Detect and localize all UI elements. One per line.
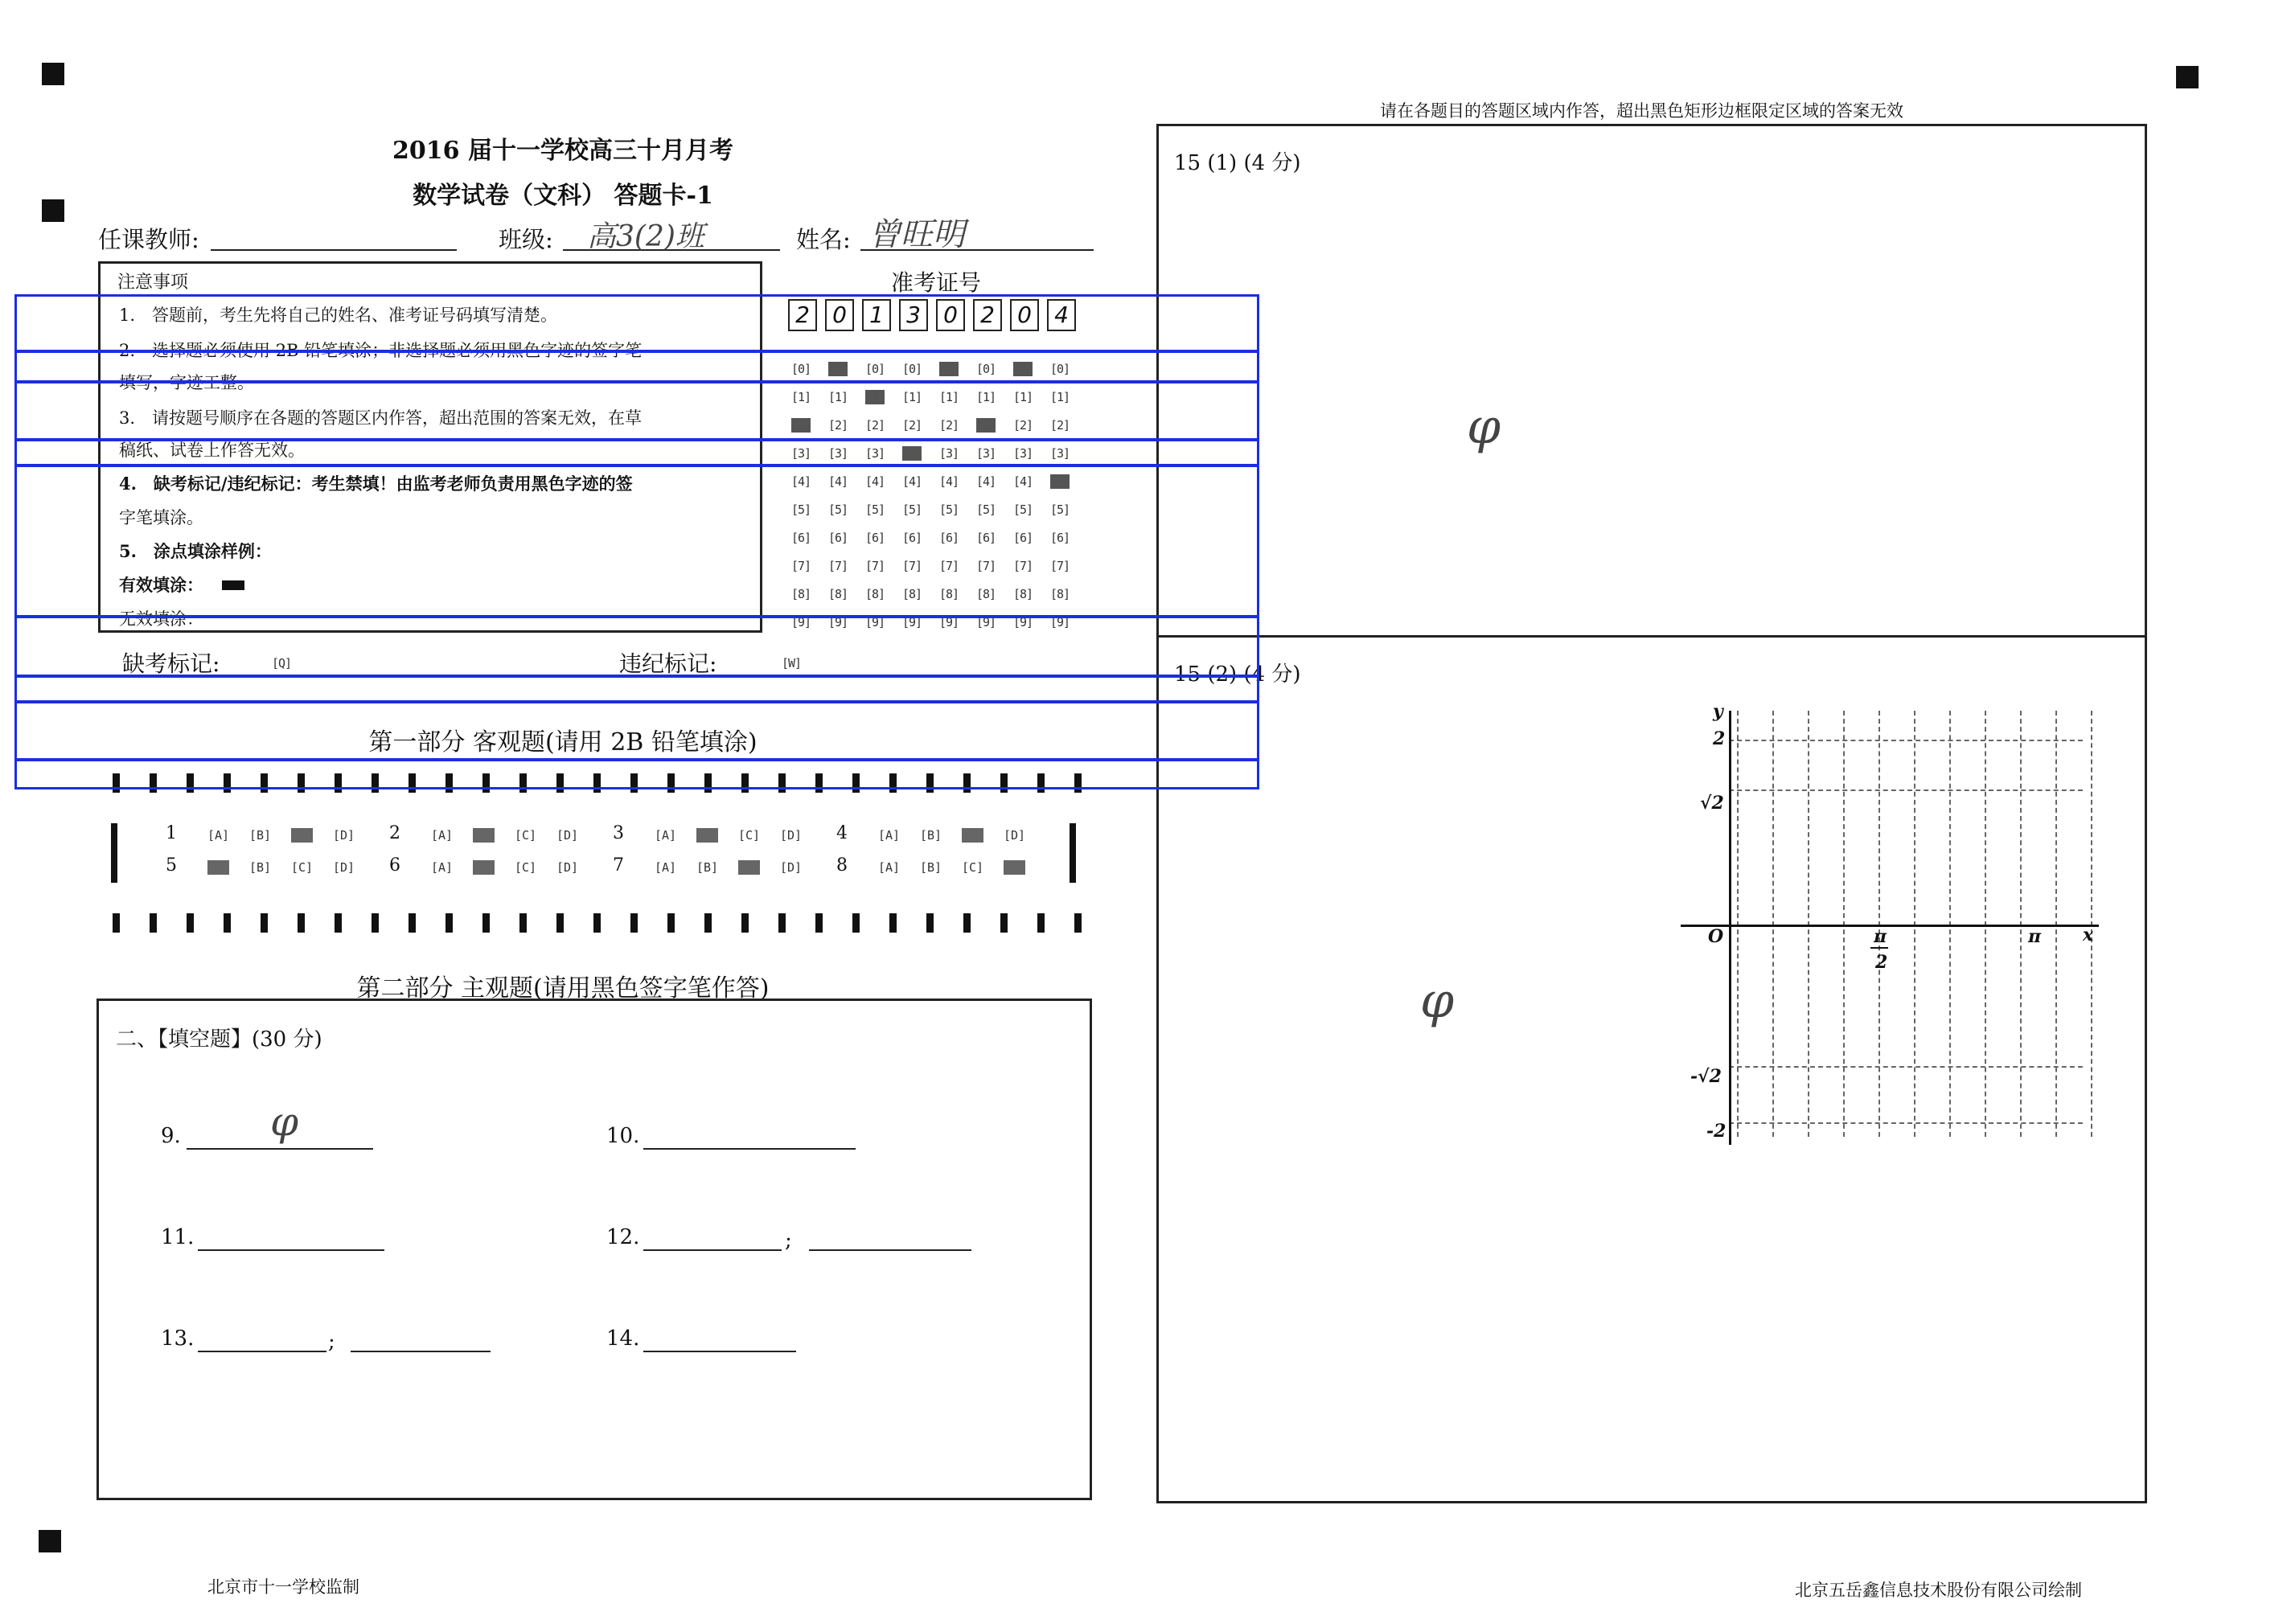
- y-tick-label: √2: [1700, 793, 1724, 814]
- exam-id-bubble[interactable]: [5]: [791, 502, 811, 517]
- mc-option-bubble[interactable]: [C]: [738, 860, 761, 875]
- exam-id-bubble[interactable]: [1]: [865, 390, 885, 404]
- registration-mark: [39, 1530, 61, 1552]
- overlay-box: [14, 465, 1259, 617]
- exam-id-digit: 0: [1010, 299, 1039, 331]
- blank-10-field[interactable]: [643, 1148, 856, 1150]
- registration-mark: [42, 63, 64, 85]
- grid-line-vertical: [2055, 711, 2057, 1137]
- exam-id-bubble[interactable]: [1]: [976, 390, 996, 404]
- exam-id-bubble[interactable]: [3]: [1050, 446, 1070, 461]
- exam-id-bubble[interactable]: [6]: [902, 531, 922, 545]
- exam-id-bubble[interactable]: [9]: [939, 615, 959, 630]
- overlay-box: [14, 439, 1259, 466]
- registration-mark: [2176, 66, 2199, 88]
- mc-option-bubble[interactable]: [B]: [920, 860, 942, 875]
- exam-id-bubble[interactable]: [2]: [976, 418, 996, 433]
- exam-id-bubble[interactable]: [0]: [865, 362, 885, 376]
- blank-12b-field[interactable]: [809, 1249, 971, 1251]
- mc-option-bubble[interactable]: [C]: [962, 860, 984, 875]
- timing-mark: [852, 913, 860, 933]
- exam-id-bubble[interactable]: [9]: [791, 615, 811, 630]
- handwritten-mark: φ: [1467, 399, 1501, 455]
- timing-mark: [815, 913, 823, 933]
- mc-option-bubble[interactable]: [A]: [207, 828, 230, 843]
- exam-id-bubble[interactable]: [3]: [828, 446, 848, 461]
- part1-title: 第一部分 客观题(请用 2B 铅笔填涂): [368, 728, 758, 757]
- exam-id-bubble[interactable]: [6]: [865, 531, 885, 545]
- name-value: 曾旺明: [868, 216, 965, 253]
- exam-id-bubble[interactable]: [7]: [939, 559, 959, 573]
- exam-id-bubble[interactable]: [8]: [865, 587, 885, 601]
- timing-mark: [482, 913, 490, 933]
- footer-right: 北京五岳鑫信息技术股份有限公司绘制: [1795, 1581, 2082, 1600]
- exam-id-bubble[interactable]: [3]: [791, 446, 811, 461]
- grid-line-vertical: [1843, 711, 1845, 1137]
- grid-line-vertical: [1878, 711, 1880, 1137]
- mc-option-bubble[interactable]: [D]: [780, 828, 803, 843]
- exam-id-bubble[interactable]: [6]: [828, 531, 848, 545]
- exam-id-digit: 1: [862, 299, 891, 331]
- exam-id-bubble[interactable]: [2]: [828, 418, 848, 433]
- exam-id-bubble[interactable]: [7]: [976, 559, 996, 573]
- mc-option-bubble[interactable]: [B]: [920, 828, 942, 843]
- exam-id-bubble[interactable]: [4]: [976, 474, 996, 489]
- blank-9-field[interactable]: [187, 1148, 373, 1150]
- timing-bar-left: [111, 823, 117, 883]
- mc-option-bubble[interactable]: [B]: [249, 828, 272, 843]
- blank-13a-field[interactable]: [198, 1351, 326, 1352]
- exam-id-bubble[interactable]: [4]: [791, 474, 811, 489]
- y-axis: [1729, 711, 1731, 1145]
- part2-title: 第二部分 主观题(请用黑色签字笔作答): [356, 974, 770, 1003]
- exam-id-bubble[interactable]: [6]: [939, 531, 959, 545]
- notice-line: 有效填涂：: [119, 575, 203, 595]
- x-axis-label: x: [2083, 925, 2094, 945]
- exam-id-bubble[interactable]: [6]: [1013, 531, 1033, 545]
- exam-id-bubble[interactable]: [1]: [1013, 390, 1033, 404]
- timing-mark: [1074, 913, 1082, 933]
- mc-question-number: 8: [836, 855, 848, 876]
- blank-label-11: 11.: [161, 1225, 195, 1249]
- exam-id-bubble[interactable]: [1]: [828, 390, 848, 404]
- overlay-box: [14, 381, 1259, 441]
- exam-id-bubble[interactable]: [8]: [1050, 587, 1070, 601]
- exam-id-bubble[interactable]: [3]: [902, 446, 922, 461]
- exam-id-bubble[interactable]: [6]: [976, 531, 996, 545]
- exam-id-bubble[interactable]: [4]: [828, 474, 848, 489]
- mc-option-bubble[interactable]: [C]: [738, 828, 761, 843]
- exam-id-bubble[interactable]: [3]: [976, 446, 996, 461]
- grid-line-vertical: [1949, 711, 1951, 1137]
- exam-id-digit: 4: [1047, 299, 1076, 331]
- exam-id-bubble[interactable]: [5]: [902, 502, 922, 517]
- exam-id-bubble[interactable]: [1]: [791, 390, 811, 404]
- notice-line: 字笔填涂。: [119, 508, 203, 527]
- blank-label-10: 10.: [606, 1124, 640, 1148]
- overlay-box: [14, 759, 1259, 789]
- exam-subtitle: 数学试卷（文科） 答题卡-1: [413, 182, 713, 210]
- exam-id-bubble[interactable]: [2]: [1013, 418, 1033, 433]
- timing-mark: [667, 913, 675, 933]
- exam-id-digit: 2: [973, 299, 1002, 331]
- exam-id-digit: 3: [899, 299, 928, 331]
- exam-id-bubble[interactable]: [1]: [939, 390, 959, 404]
- exam-id-bubble[interactable]: [0]: [976, 362, 996, 376]
- fill-in-section-title: 二、【填空题】(30 分): [116, 1027, 322, 1052]
- teacher-label: 任课教师:: [98, 226, 199, 253]
- grid-line-vertical: [2091, 711, 2092, 1137]
- mc-option-bubble[interactable]: [C]: [291, 828, 314, 843]
- notice-line: 1. 答题前，考生先将自己的姓名、准考证号码填写清楚。: [119, 306, 558, 325]
- mc-option-bubble[interactable]: [B]: [249, 860, 272, 875]
- absent-label: 缺考标记:: [122, 650, 220, 677]
- exam-id-bubble[interactable]: [5]: [865, 502, 885, 517]
- blank-label-13: 13.: [161, 1327, 195, 1351]
- timing-mark: [593, 913, 601, 933]
- y-axis-label: y: [1713, 701, 1723, 722]
- answer-box-15: [1156, 124, 2147, 1503]
- exam-id-bubble[interactable]: [0]: [939, 362, 959, 376]
- overlay-box: [14, 701, 1259, 761]
- exam-id-digit: 2: [788, 299, 817, 331]
- y-tick-label: -√2: [1690, 1066, 1722, 1087]
- notice-line: 3. 请按题号顺序在各题的答题区内作答，超出范围的答案无效，在草: [119, 408, 643, 428]
- mc-option-bubble[interactable]: [D]: [333, 860, 355, 875]
- exam-id-bubble[interactable]: [7]: [791, 559, 811, 573]
- grid-line-horizontal: [1729, 1066, 2083, 1068]
- timing-mark: [335, 913, 342, 933]
- timing-mark: [409, 913, 416, 933]
- exam-id-digit: 0: [936, 299, 965, 331]
- timing-mark: [963, 913, 971, 933]
- notice-line: 稿纸、试卷上作答无效。: [119, 441, 305, 460]
- exam-id-bubble[interactable]: [4]: [1050, 474, 1070, 489]
- registration-mark: [42, 199, 64, 222]
- y-tick-label: 2: [1713, 728, 1726, 749]
- exam-id-bubble[interactable]: [9]: [828, 615, 848, 630]
- exam-id-bubble[interactable]: [0]: [791, 362, 811, 376]
- grid-line-horizontal: [1729, 789, 2083, 791]
- exam-id-bubble[interactable]: [9]: [865, 615, 885, 630]
- exam-id-bubble[interactable]: [2]: [939, 418, 959, 433]
- exam-id-bubble[interactable]: [5]: [976, 502, 996, 517]
- mc-option-bubble[interactable]: [B]: [473, 860, 495, 875]
- exam-id-bubble[interactable]: [5]: [1013, 502, 1033, 517]
- notice-line: 无效填涂：: [119, 609, 203, 629]
- mc-question-number: 2: [389, 823, 400, 843]
- mc-question-number: 7: [613, 855, 624, 876]
- grid-line-vertical: [1737, 711, 1739, 1137]
- mc-option-bubble[interactable]: [A]: [655, 860, 677, 875]
- exam-id-bubble[interactable]: [1]: [902, 390, 922, 404]
- notice-line: 4. 缺考标记/违纪标记：考生禁填！由监考老师负责用黑色字迹的签: [119, 474, 633, 494]
- exam-id-bubble[interactable]: [1]: [1050, 390, 1070, 404]
- notice-title: 注意事项: [117, 273, 189, 293]
- timing-mark: [519, 913, 527, 933]
- blank-separator: ;: [785, 1228, 792, 1253]
- timing-mark: [556, 913, 564, 933]
- exam-id-bubble[interactable]: [9]: [976, 615, 996, 630]
- mc-option-bubble[interactable]: [A]: [878, 828, 901, 843]
- exam-id-bubble[interactable]: [7]: [1050, 559, 1070, 573]
- overlay-box: [14, 616, 1259, 677]
- grid-line-vertical: [1772, 711, 1774, 1137]
- exam-id-bubble[interactable]: [4]: [865, 474, 885, 489]
- exam-id-bubble[interactable]: [0]: [1050, 362, 1070, 376]
- mc-option-bubble[interactable]: [C]: [291, 860, 314, 875]
- right-panel-notice: 请在各题目的答题区域内作答，超出黑色矩形边框限定区域的答案无效: [1380, 101, 1903, 121]
- y-tick-label: -2: [1706, 1121, 1727, 1142]
- name-label: 姓名:: [796, 226, 851, 253]
- timing-mark: [889, 913, 897, 933]
- handwritten-answer-9: φ: [270, 1098, 299, 1145]
- q15-2-label: 15 (2) (4 分): [1174, 662, 1301, 687]
- exam-id-bubble[interactable]: [5]: [1050, 502, 1070, 517]
- timing-mark: [298, 913, 305, 933]
- notice-line: 填写，字迹工整。: [119, 373, 254, 392]
- timing-mark: [224, 913, 231, 933]
- mc-option-bubble[interactable]: [D]: [1004, 828, 1026, 843]
- timing-mark: [113, 913, 120, 933]
- exam-id-bubble[interactable]: [7]: [1013, 559, 1033, 573]
- mc-question-number: 6: [389, 855, 400, 876]
- timing-mark: [1037, 913, 1045, 933]
- teacher-field[interactable]: [211, 249, 457, 251]
- mc-option-bubble[interactable]: [A]: [878, 860, 901, 875]
- violation-bubble[interactable]: [W]: [782, 656, 802, 671]
- mc-option-bubble[interactable]: [D]: [780, 860, 803, 875]
- mc-question-number: 1: [166, 823, 177, 843]
- blank-label-12: 12.: [606, 1225, 640, 1249]
- exam-id-bubble[interactable]: [0]: [828, 362, 848, 376]
- notice-line: 2. 选择题必须使用 2B 铅笔填涂；非选择题必须用黑色字迹的签字笔: [119, 341, 643, 360]
- mc-option-bubble[interactable]: [A]: [655, 828, 677, 843]
- answer-box-divider: [1156, 635, 2147, 638]
- exam-id-bubble[interactable]: [8]: [828, 587, 848, 601]
- overlay-box: [14, 351, 1259, 383]
- exam-id-bubble[interactable]: [9]: [1050, 615, 1070, 630]
- exam-title: 2016 届十一学校高三十月月考: [392, 137, 733, 165]
- grid-line-vertical: [1914, 711, 1915, 1137]
- mc-option-bubble[interactable]: [B]: [696, 828, 719, 843]
- exam-id-bubble[interactable]: [8]: [976, 587, 996, 601]
- exam-id-bubble[interactable]: [8]: [939, 587, 959, 601]
- grid-line-vertical: [1985, 711, 1986, 1137]
- exam-id-bubble[interactable]: [4]: [1013, 474, 1033, 489]
- mc-option-bubble[interactable]: [C]: [515, 828, 537, 843]
- exam-id-bubble[interactable]: [6]: [791, 531, 811, 545]
- overlay-box: [14, 675, 1259, 703]
- overlay-box: [14, 294, 1259, 352]
- mc-question-number: 4: [836, 823, 848, 843]
- grid-line-horizontal: [1729, 740, 2083, 741]
- x-tick-pi-half-denominator: 2: [1875, 952, 1888, 973]
- exam-id-digit: 0: [825, 299, 854, 331]
- mc-option-bubble[interactable]: [D]: [556, 828, 579, 843]
- exam-id-bubble[interactable]: [2]: [902, 418, 922, 433]
- timing-mark: [1000, 913, 1008, 933]
- class-label: 班级:: [499, 226, 553, 253]
- blank-label-14: 14.: [606, 1327, 640, 1351]
- timing-mark: [704, 913, 712, 933]
- exam-id-bubble[interactable]: [3]: [939, 446, 959, 461]
- exam-id-title: 准考证号: [891, 269, 982, 296]
- exam-id-bubble[interactable]: [0]: [1013, 362, 1033, 376]
- exam-id-bubble[interactable]: [7]: [902, 559, 922, 573]
- timing-mark: [630, 913, 638, 933]
- mc-option-bubble[interactable]: [B]: [473, 828, 495, 843]
- grid-line-vertical: [1808, 711, 1809, 1137]
- exam-id-bubble[interactable]: [2]: [1050, 418, 1070, 433]
- fraction-bar: [1870, 947, 1888, 949]
- mc-option-bubble[interactable]: [C]: [515, 860, 537, 875]
- mc-question-number: 5: [166, 855, 177, 876]
- mc-option-bubble[interactable]: [A]: [207, 860, 230, 875]
- exam-id-bubble[interactable]: [2]: [865, 418, 885, 433]
- mc-option-bubble[interactable]: [D]: [556, 860, 579, 875]
- timing-mark: [372, 913, 379, 933]
- x-tick-pi-half-numerator: π: [1874, 926, 1887, 947]
- timing-mark: [778, 913, 786, 933]
- exam-id-bubble[interactable]: [4]: [939, 474, 959, 489]
- violation-label: 违纪标记:: [619, 650, 717, 677]
- timing-mark: [926, 913, 934, 933]
- blank-12a-field[interactable]: [643, 1249, 782, 1251]
- exam-id-bubble[interactable]: [8]: [1013, 587, 1033, 601]
- q15-1-label: 15 (1) (4 分): [1174, 151, 1301, 175]
- handwritten-mark: φ: [1420, 973, 1455, 1029]
- mc-option-bubble[interactable]: [C]: [962, 828, 984, 843]
- mc-option-bubble[interactable]: [D]: [333, 828, 355, 843]
- exam-id-bubble[interactable]: [9]: [1013, 615, 1033, 630]
- timing-bar-right: [1070, 823, 1076, 883]
- blank-11-field[interactable]: [198, 1249, 384, 1251]
- mc-option-bubble[interactable]: [D]: [1004, 860, 1026, 875]
- exam-id-bubble[interactable]: [8]: [902, 587, 922, 601]
- exam-id-bubble[interactable]: [6]: [1050, 531, 1070, 545]
- x-tick-pi: π: [2028, 926, 2042, 947]
- exam-id-bubble[interactable]: [7]: [865, 559, 885, 573]
- blank-label-9: 9.: [161, 1124, 181, 1148]
- timing-mark: [187, 913, 194, 933]
- grid-line-horizontal: [1729, 1122, 2083, 1124]
- grid-line-vertical: [2020, 711, 2022, 1137]
- timing-mark: [445, 913, 453, 933]
- exam-id-bubble[interactable]: [0]: [902, 362, 922, 376]
- notice-line: 5. 涂点填涂样例：: [119, 541, 272, 561]
- blank-separator: ;: [328, 1330, 335, 1354]
- absent-bubble[interactable]: [Q]: [272, 656, 292, 671]
- exam-id-bubble[interactable]: [8]: [791, 587, 811, 601]
- timing-mark: [150, 913, 157, 933]
- mc-option-bubble[interactable]: [A]: [431, 828, 454, 843]
- footer-left: 北京市十一学校监制: [207, 1577, 359, 1597]
- blank-13b-field[interactable]: [351, 1351, 491, 1352]
- exam-id-bubble[interactable]: [4]: [902, 474, 922, 489]
- origin-label: O: [1708, 926, 1724, 947]
- exam-id-bubble[interactable]: [7]: [828, 559, 848, 573]
- exam-id-bubble[interactable]: [3]: [865, 446, 885, 461]
- timing-mark: [741, 913, 749, 933]
- class-value: 高3(2)班: [587, 220, 704, 253]
- mc-option-bubble[interactable]: [B]: [696, 860, 719, 875]
- mc-option-bubble[interactable]: [A]: [431, 860, 454, 875]
- exam-id-bubble[interactable]: [2]: [791, 418, 811, 433]
- blank-14-field[interactable]: [643, 1351, 796, 1352]
- mc-question-number: 3: [613, 823, 624, 843]
- exam-id-bubble[interactable]: [9]: [902, 615, 922, 630]
- exam-id-bubble[interactable]: [3]: [1013, 446, 1033, 461]
- exam-id-bubble[interactable]: [5]: [828, 502, 848, 517]
- exam-id-bubble[interactable]: [5]: [939, 502, 959, 517]
- timing-mark: [261, 913, 268, 933]
